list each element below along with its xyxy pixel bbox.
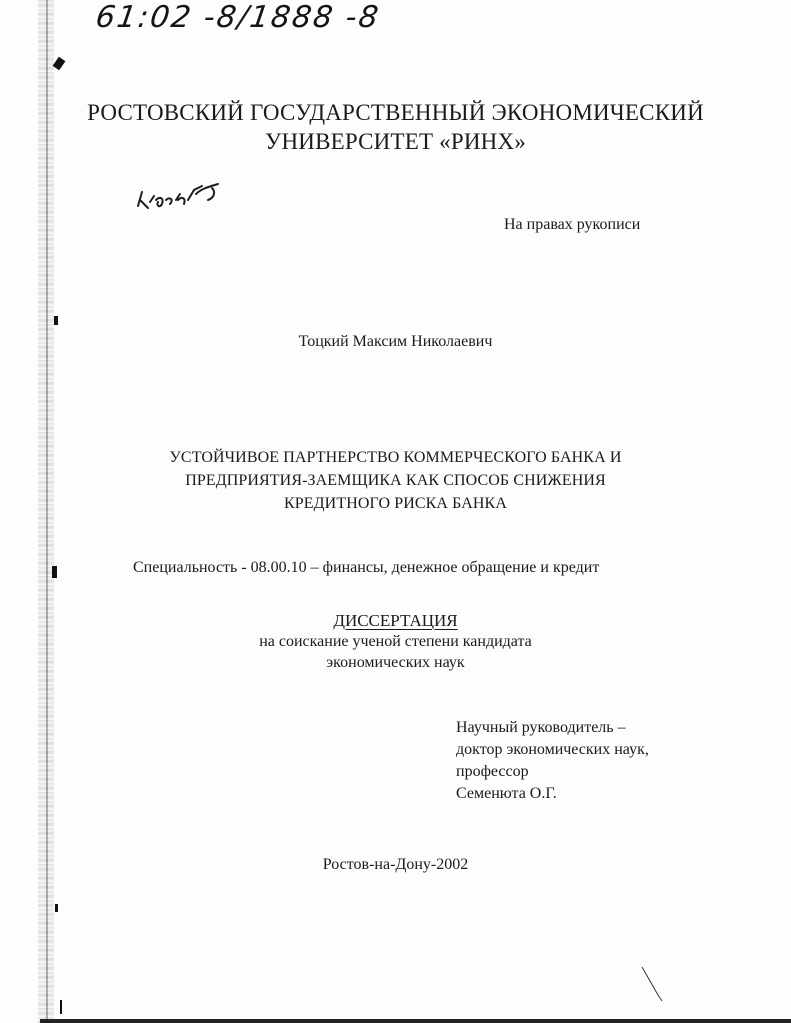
scan-mark bbox=[53, 57, 66, 71]
specialty: Специальность - 08.00.10 – финансы, денежное обращение и кредит bbox=[133, 559, 600, 576]
scan-mark bbox=[52, 566, 57, 578]
scan-mark bbox=[55, 904, 58, 912]
supervisor-line-2: доктор экономических наук, bbox=[456, 741, 649, 758]
author-name: Тоцкий Максим Николаевич bbox=[298, 333, 493, 350]
scan-mark bbox=[60, 1000, 62, 1014]
manuscript-note: На правах рукописи bbox=[504, 216, 641, 233]
university-name bbox=[0, 98, 791, 156]
supervisor-line-3: профессор bbox=[456, 763, 529, 780]
title-line-2: ПРЕДПРИЯТИЯ-ЗАЕМЩИКА КАК СПОСОБ СНИЖЕНИЯ bbox=[185, 472, 606, 489]
dissertation-type: ДИССЕРТАЦИЯ bbox=[333, 611, 458, 630]
dissertation-title bbox=[0, 446, 791, 515]
university-line-2: УНИВЕРСИТЕТ «РИНХ» bbox=[264, 129, 527, 154]
degree-line-1: на соискание ученой степени кандидата bbox=[259, 633, 532, 650]
scan-edge-bottom bbox=[40, 1019, 791, 1023]
title-line-1: УСТОЙЧИВОЕ ПАРТНЕРСТВО КОММЕРЧЕСКОГО БАНКА И bbox=[169, 449, 622, 466]
university-line-1: РОСТОВСКИЙ ГОСУДАРСТВЕННЫЙ ЭКОНОМИЧЕСКИЙ bbox=[87, 100, 704, 125]
dissertation-block bbox=[0, 610, 791, 673]
degree-line-2: экономических наук bbox=[326, 654, 465, 671]
supervisor-block bbox=[456, 717, 649, 805]
supervisor-line-4: Семенюта О.Г. bbox=[456, 785, 557, 802]
supervisor-line-1: Научный руководитель – bbox=[456, 719, 626, 736]
city-year: Ростов-на-Дону-2002 bbox=[322, 856, 469, 873]
title-line-3: КРЕДИТНОГО РИСКА БАНКА bbox=[284, 495, 507, 512]
scan-artifact bbox=[640, 965, 670, 1005]
archive-code: 61:02 -8/1888 -8 bbox=[93, 0, 383, 35]
scan-mark bbox=[54, 316, 58, 325]
handwritten-note bbox=[132, 178, 227, 223]
